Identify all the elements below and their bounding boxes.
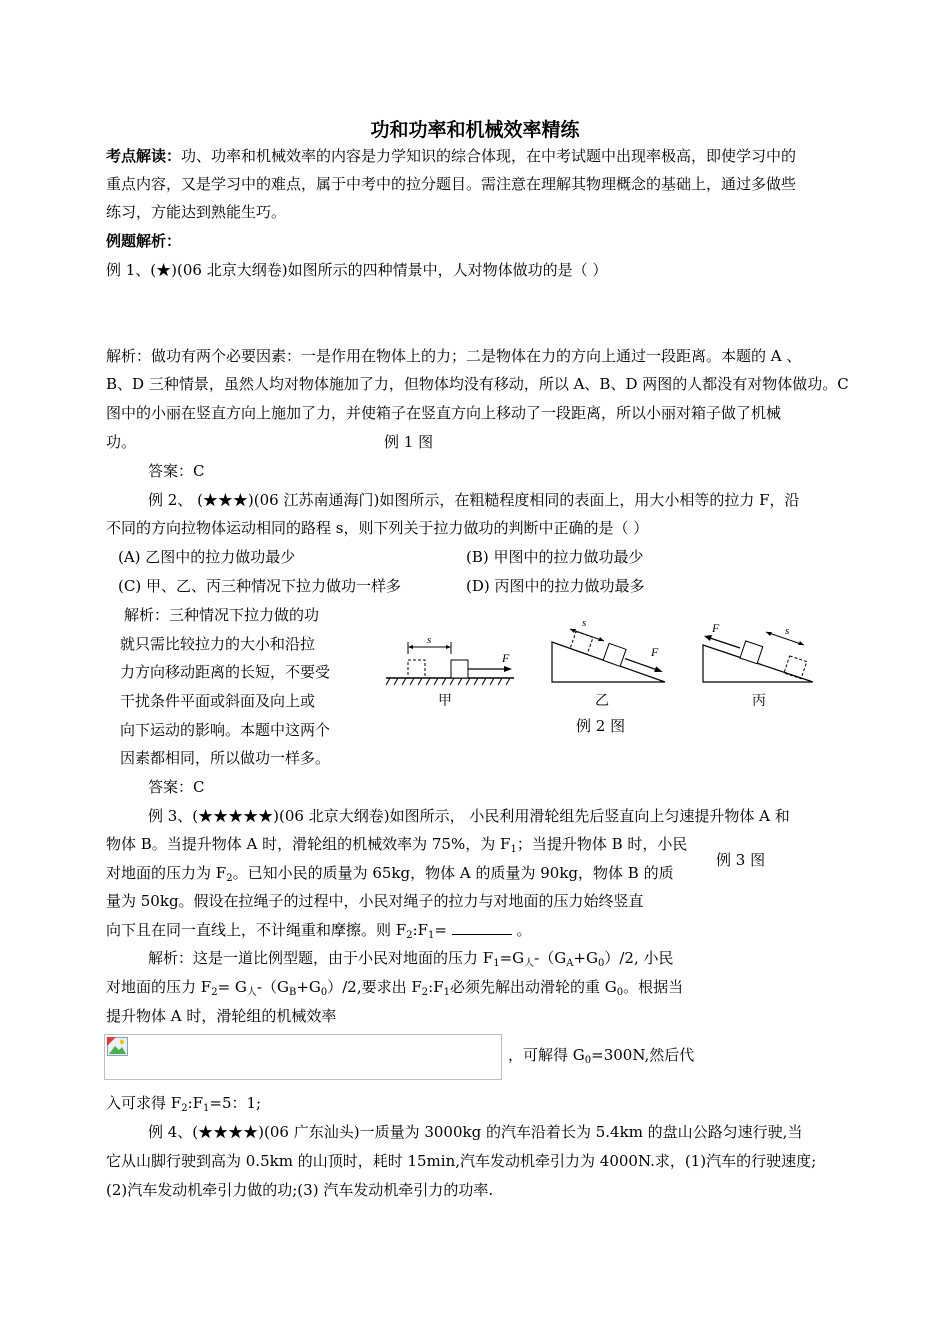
ex1-question: 例 1、(★)(06 北京大纲卷)如图所示的四种情景中，人对物体做功的是（ ） <box>106 261 608 279</box>
bing-s-letter: s <box>785 625 790 637</box>
ex3-question-1: 例 3、(★★★★★)(06 北京大纲卷)如图所示， 小民利用滑轮组先后竖直向上匀速提升物体 A 和 <box>148 807 790 825</box>
ex2-analysis-3: 力方向移动距离的长短，不要受 <box>120 663 331 681</box>
ex2-analysis-6: 因素都相同，所以做功一样多。 <box>120 749 331 767</box>
ex2-question-1: 例 2、 (★★★)(06 江苏南通海门)如图所示，在粗糙程度相同的表面上，用大小相等的拉力 F，沿 <box>148 491 800 509</box>
ex3-analysis-2: 对地面的压力 $F_2= G_人-(G_B+G_0)/2$,要求出 $F_2:F_1$必须先解出动滑轮的重 $G_0$。根据当 <box>106 978 684 998</box>
ex1-analysis-4: 功。 <box>106 433 137 451</box>
fig-label-jia: 甲 <box>438 693 452 709</box>
fig-label-bing: 丙 <box>752 693 766 709</box>
section-label: 例题解析： <box>106 232 182 250</box>
yi-s-letter: s <box>582 617 587 629</box>
intro-line-3: 练习，方能达到熟能生巧。 <box>106 203 287 221</box>
ex2-analysis-4: 干扰条件平面或斜面及向上或 <box>120 692 316 710</box>
bing-f-letter: F <box>712 621 720 635</box>
ex2-option-c: (C) 甲、乙、丙三种情况下拉力做功一样多 <box>118 577 401 595</box>
ex3-question-3: 对地面的压力为 $F_2$。已知小民的质量为 65kg，物体 A 的质量为 90kg，物体 B 的质 <box>106 864 674 884</box>
ex2-analysis-2: 就只需比较拉力的大小和沿拉 <box>120 635 316 653</box>
ex2-option-a: (A) 乙图中的拉力做功最少 <box>118 548 296 566</box>
ex1-analysis-2: B、D 三种情景，虽然人均对物体施加了力，但物体均没有移动，所以 A、B、D 两图的人都没有对物体做功。C <box>106 375 849 393</box>
ex3-figure-label: 例 3 图 <box>716 851 766 869</box>
ex3-analysis-1: 解析：这是一道比例型题，由于小民对地面的压力 $F_1=G_人-(G_A+G_0)/2$, 小民 <box>148 949 674 969</box>
jia-s-letter: s <box>427 634 432 646</box>
ex1-answer: 答案：C <box>148 462 205 480</box>
ex2-diagram-jia <box>384 630 524 690</box>
ex4-line-1: 例 4、(★★★★)(06 广东汕头)一质量为 3000kg 的汽车沿着长为 5.4km 的盘山公路匀速行驶,当 <box>148 1123 803 1141</box>
yi-f-letter: F <box>651 645 659 659</box>
ex3-analysis-4: ，可解得 $G_0=300N$,然后代 <box>508 1046 695 1066</box>
ex2-answer: 答案：C <box>148 778 205 796</box>
ex3-question-5: 向下且在同一直线上，不计绳重和摩擦。则 $F_2:F_1=$ 。 <box>106 921 532 941</box>
broken-image-icon <box>107 1037 129 1057</box>
ex2-diagram-yi <box>550 612 670 684</box>
ex2-figure-label: 例 2 图 <box>576 717 626 735</box>
ex2-option-d: (D) 丙图中的拉力做功最多 <box>466 577 645 595</box>
ex3-question-2: 物体 B。当提升物体 A 时，滑轮组的机械效率为 75%，为 $F_1$；当提升物体 B 时，小民 <box>106 835 688 855</box>
ex2-option-b: (B) 甲图中的拉力做功最少 <box>466 548 644 566</box>
ex1-figure-label: 例 1 图 <box>384 433 434 451</box>
ex4-line-2: 它从山脚行驶到高为 0.5km 的山顶时，耗时 15min,汽车发动机牵引力为 4000N.求，(1)汽车的行驶速度; <box>106 1152 817 1170</box>
ex1-analysis-1: 解析：做功有两个必要因素：一是作用在物体上的力；二是物体在力的方向上通过一段距离。本题的 A 、 <box>106 347 802 365</box>
intro-line-2: 重点内容，又是学习中的难点，属于中考中的拉分题目。需注意在理解其物理概念的基础上，通过多做些 <box>106 175 797 193</box>
ex3-analysis-5: 入可求得 $F_2:F_1=5$：1; <box>106 1094 262 1114</box>
fig-label-yi: 乙 <box>595 693 609 709</box>
ex4-line-3: (2)汽车发动机牵引力做的功;(3) 汽车发动机牵引力的功率. <box>106 1181 494 1199</box>
jia-f-letter: F <box>502 651 510 665</box>
ex2-analysis-1: 解析：三种情况下拉力做的功 <box>124 606 320 624</box>
ex2-analysis-5: 向下运动的影响。本题中这两个 <box>120 721 331 739</box>
ex1-analysis-3: 图中的小丽在竖直方向上施加了力，并使箱子在竖直方向上移动了一段距离，所以小丽对箱子做了机械 <box>106 404 782 422</box>
page-title: 功和功率和机械效率精练 <box>370 119 580 141</box>
answer-blank <box>452 922 512 935</box>
intro-line-1: 考点解读：功、功率和机械效率的内容是力学知识的综合体现，在中考试题中出现率极高，即使学习中的 <box>106 147 797 165</box>
ex3-analysis-3: 提升物体 A 时，滑轮组的机械效率 <box>106 1007 337 1025</box>
ex2-diagram-bing <box>700 620 820 684</box>
ex2-question-2: 不同的方向拉物体运动相同的路程 s，则下列关于拉力做功的判断中正确的是（ ） <box>106 519 649 537</box>
ex3-question-4: 量为 50kg。假设在拉绳子的过程中，小民对绳子的拉力与对地面的压力始终竖直 <box>106 892 644 910</box>
intro-label: 考点解读： <box>106 147 182 165</box>
formula-image-placeholder <box>104 1034 502 1080</box>
